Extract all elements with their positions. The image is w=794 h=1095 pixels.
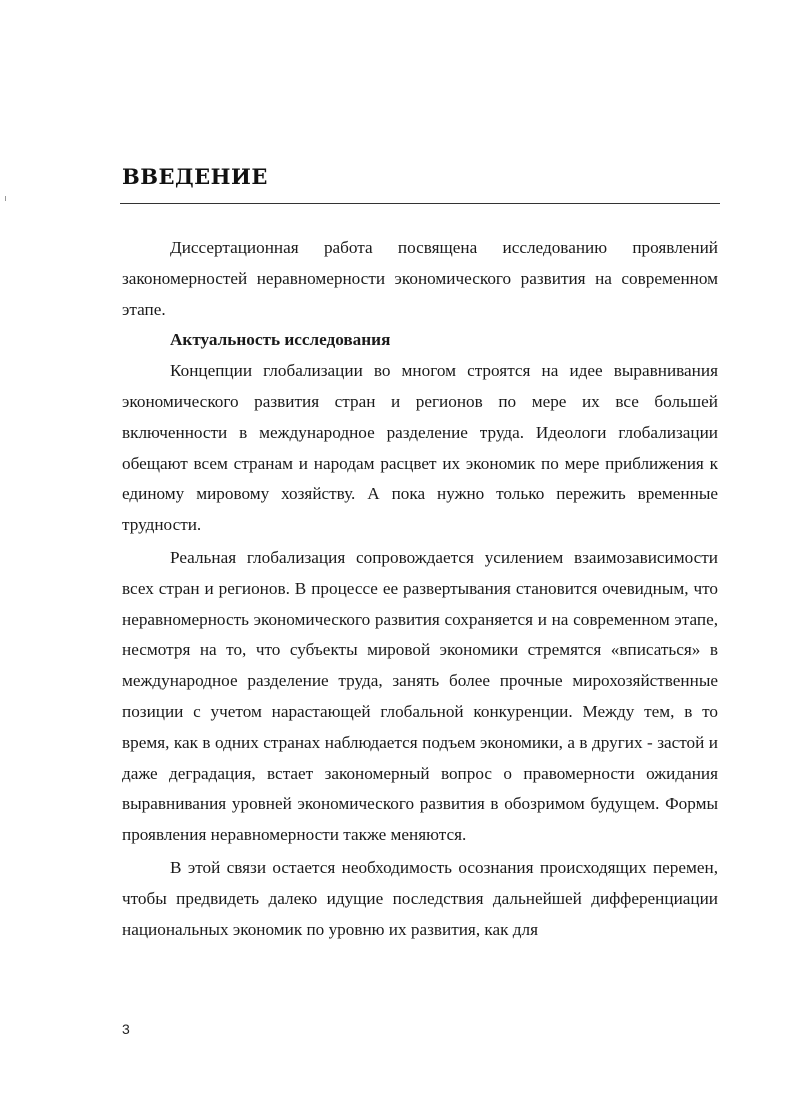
paragraph-real-globalization: Реальная глобализация сопровождается усилением взаимозависимости всех стран и регионов. В процессе ее развертывания становится очевидным, что неравномерность экономического развития сохраняется и на современном этапе, несмотря на то, что субъекты мировой экономики стремятся «вписаться» в международное разделение труда, занять более прочные мирохозяйственные позиции с учетом нарастающей глобальной конкуренции. Между тем, в то время, как в одних странах наблюдается подъем экономики, а в других - застой и даже деградация, встает закономерный вопрос о правомерности ожидания выравнивания уровней экономического развития в обозримом будущем. Формы проявления неравномерности также меняются. (122, 547, 718, 845)
subheading-relevance: Актуальность исследования (170, 330, 391, 350)
section-heading: ВВЕДЕНИЕ (122, 164, 268, 189)
scan-margin-mark (5, 196, 6, 201)
paragraph-globalization-concepts: Концепции глобализации во многом строятся на идее выравнивания экономического развития стран и регионов по мере их все большей включенности в международное разделение труда. Идеологи глобализации обещают всем странам и народам расцвет их экономик по мере приближения к единому мировому хозяйству. А пока нужно только пережить временные трудности. (122, 361, 718, 535)
body-text (122, 233, 718, 945)
paragraph-necessity: В этой связи остается необходимость осознания происходящих перемен, чтобы предвидеть далеко идущие последствия дальнейшей дифференциации национальных экономик по уровню их развития, как для (122, 857, 718, 939)
page-number: 3 (122, 1021, 130, 1037)
paragraph-intro: Диссертационная работа посвящена исследованию проявлений закономерностей неравномерности экономического развития на современном этапе. (122, 238, 718, 319)
heading-underline (120, 203, 720, 204)
